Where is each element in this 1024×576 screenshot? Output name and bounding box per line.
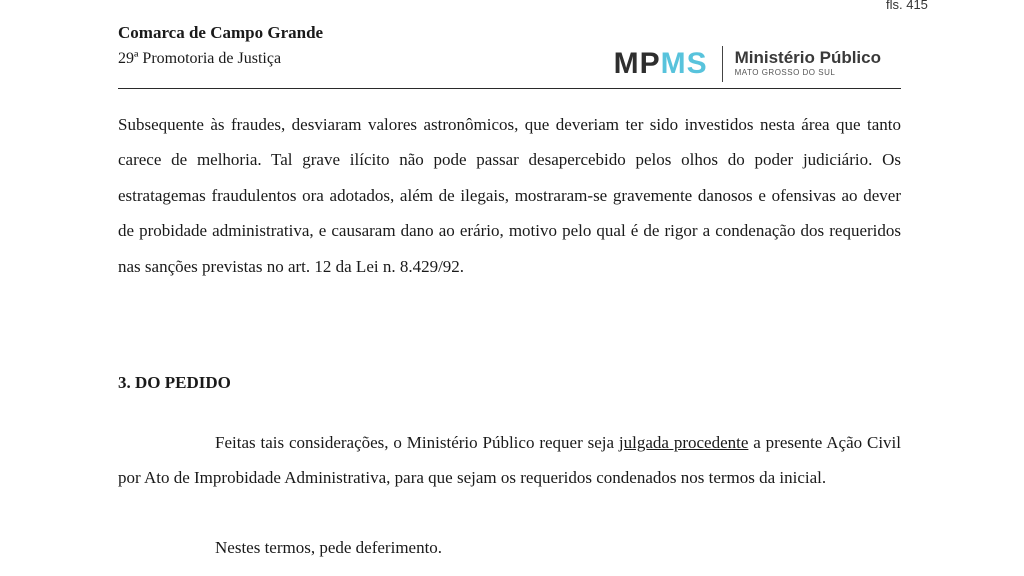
underlined-julgada-procedente: julgada procedente xyxy=(618,433,749,452)
paragraph-pedido xyxy=(118,425,901,496)
logo-text xyxy=(735,49,881,79)
header-left xyxy=(118,22,323,70)
paragraph-pedido-end: a presente Ação Civil por Ato de Improbidade Administrativa, para que sejam os requeridos condenados nos termos da inicial. xyxy=(118,433,901,488)
header-subtitle: 29ª Promotoria de Justiça xyxy=(118,50,282,67)
paragraph-pedido-start: Feitas tais considerações, o Ministério Público requer seja xyxy=(215,433,619,452)
paragraph-closing: Nestes termos, pede deferimento. xyxy=(215,538,443,557)
logo-name: Ministério Público xyxy=(734,48,881,67)
page-number: fls. 415 xyxy=(886,0,928,12)
paragraph-fraudes: Subsequente às fraudes, desviaram valores astronômicos, que deveriam ter sido investidos nesta área que tanto carece de melhoria. Tal grave ilícito não pode passar desapercebido pelos olhos do poder judiciário. Os estratagemas fraudulentos ora adotados, além de ilegais, mostraram-se gravemente danosos e ofensivas ao dever de probidade administrativa, e causaram dano ao erário, motivo pelo qual é de rigor a condenação dos requeridos nas sanções previstas no art. 12 da Lei n. 8.429/92. xyxy=(118,115,901,276)
logo-mark xyxy=(614,49,708,79)
mpms-logo xyxy=(614,46,881,82)
section-heading-pedido: 3. DO PEDIDO xyxy=(118,373,231,392)
logo-divider xyxy=(722,46,723,82)
document-header xyxy=(118,22,901,89)
logo-mark-right: MS xyxy=(660,47,708,80)
logo-mark-left: MP xyxy=(613,47,661,80)
logo-state: MATO GROSSO DO SUL xyxy=(734,68,836,77)
header-title: Comarca de Campo Grande xyxy=(118,23,324,42)
